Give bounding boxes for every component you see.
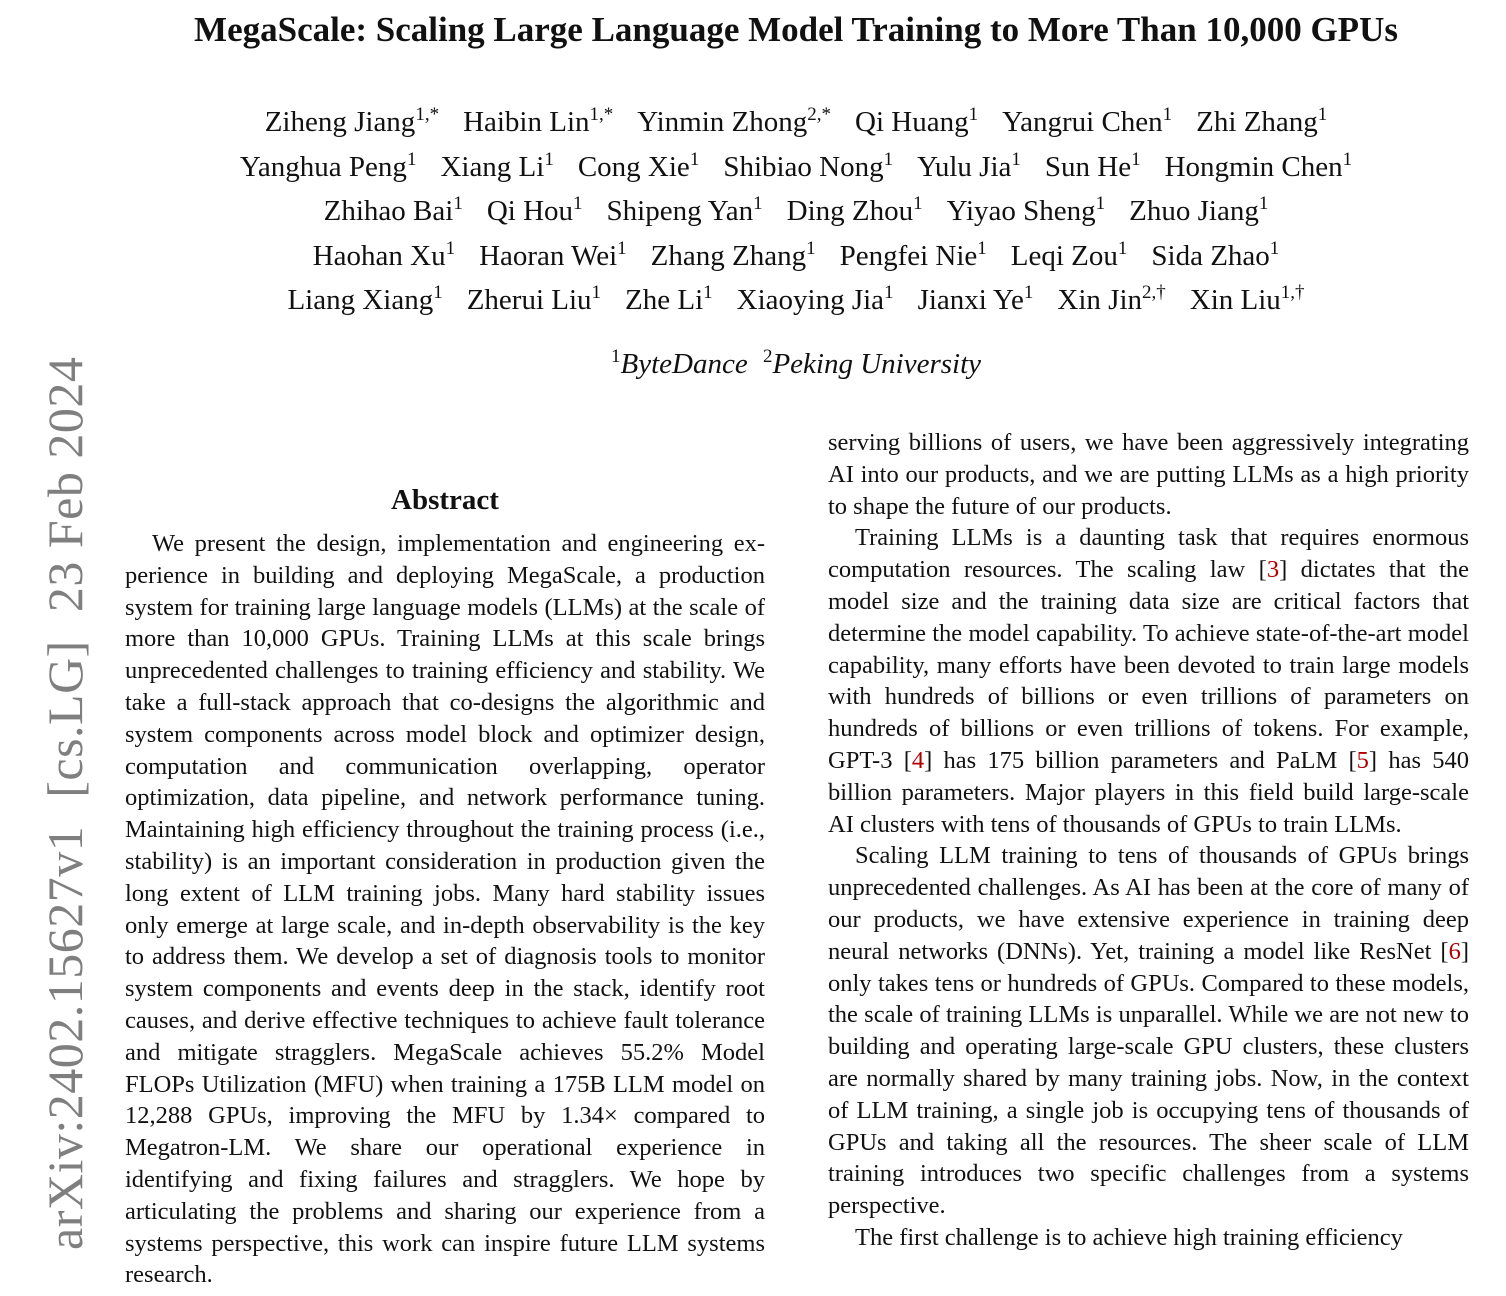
arxiv-date: 23 Feb 2024 — [37, 356, 93, 613]
author-name: Zhuo Jiang$^1$ — [1129, 193, 1269, 227]
author-name: Sun He$^1$ — [1044, 148, 1141, 183]
author-name: Yanghua Peng$^1$ — [239, 148, 417, 183]
author-line — [90, 234, 1502, 279]
paragraph-first-challenge: The first challenge is to achieve high training efficiency — [855, 1223, 1403, 1251]
author-affiliation-mark: 1 — [1095, 193, 1106, 214]
author-affiliation-mark: 1 — [977, 237, 987, 259]
arxiv-category: [cs.LG] — [37, 640, 93, 798]
author-line — [90, 278, 1502, 323]
author-affiliation-mark: 1 — [968, 104, 979, 125]
author-affiliation-mark: 1 — [1117, 237, 1128, 259]
paragraph-continued: serving billions of users, we have been aggressively integrating AI into our products, and we are putting LLMs as a high priority to shape the future of our products. — [828, 429, 1469, 520]
author-name: Ziheng Jiang$^{1,*}$ — [264, 104, 440, 138]
author-affiliation-mark: 1 — [1342, 148, 1353, 170]
affiliations — [90, 342, 1502, 386]
author-line — [90, 189, 1502, 234]
author-name: Yangrui Chen$^1$ — [1002, 104, 1173, 138]
author-name: Shibiao Nong$^1$ — [723, 148, 894, 183]
author-affiliation-mark: 1 — [1131, 148, 1141, 170]
author-affiliation-mark: 1 — [1269, 237, 1280, 259]
author-name: Xin Liu$^{1,\dagger}$ — [1189, 282, 1305, 316]
author-name: Shipeng Yan$^1$ — [606, 193, 763, 227]
author-affiliation-mark: 2,† — [1142, 282, 1166, 303]
author-name: Zhihao Bai$^1$ — [323, 193, 463, 227]
abstract-heading: Abstract — [391, 484, 499, 516]
author-name: Xin Jin$^{2,\dagger}$ — [1057, 282, 1166, 316]
abstract-paragraph: We present the design, implementation and engineering experience in building and deploying MegaScale, a production system for training large language models (LLMs) at the scale of more than 10,000 GPUs. Training LLMs at this scale brings unprecedented challenges to training efficiency and stability. We take a full-stack approach that co-designs the algorithmic and system components across model block and optimizer design, computation and communication overlapping, operator optimization, data pipeline, and network performance tuning. Maintaining high efficiency throughout the training process (i.e., stability) is an important consideration in production given the long extent of LLM training jobs. Many hard stability issues only emerge at large scale, and in-depth observability is the key to address them. We develop a set of diagnosis tools to monitor system components and events deep in the stack, identify root causes, and derive effective techniques to achieve fault tolerance and mitigate stragglers. MegaScale achieves 55.2% Model FLOPs Utilization (MFU) when training a 175B LLM model on 12,288 GPUs, improving the MFU by 1.34× compared to Megatron-LM. We share our operational experience in identifying and fixing failures and stragglers. We hope by articulating the problems and sharing our experience from a systems perspective, this work can inspire future LLM systems research. — [125, 530, 765, 1289]
arxiv-id: arXiv:2402.15627v1 — [37, 825, 93, 1250]
author-name: Zhang Zhang$^1$ — [650, 237, 816, 272]
author-name: Zherui Liu$^1$ — [466, 282, 602, 316]
author-line — [90, 145, 1502, 190]
author-affiliation-mark: 1 — [1162, 104, 1173, 125]
author-line — [90, 100, 1502, 145]
author-name: Hongmin Chen$^1$ — [1164, 148, 1353, 183]
author-affiliation-mark: 1 — [1317, 104, 1328, 125]
affiliation-item: $^1$ByteDance — [610, 346, 748, 380]
author-affiliation-mark: 1 — [406, 148, 417, 170]
author-name: Xiaoying Jia$^1$ — [736, 282, 894, 316]
citation-link[interactable]: 3 — [1266, 556, 1280, 584]
author-name: Haoran Wei$^1$ — [479, 237, 627, 272]
citation-link[interactable]: 6 — [1448, 937, 1461, 965]
citation-link[interactable]: 5 — [1356, 746, 1369, 774]
author-affiliation-mark: 1 — [433, 282, 443, 303]
author-affiliation-mark: 1 — [591, 282, 602, 303]
author-name: Cong Xie$^1$ — [577, 148, 700, 183]
author-name: Haohan Xu$^1$ — [312, 237, 456, 272]
author-name: Haibin Lin$^{1,*}$ — [463, 104, 614, 138]
author-affiliation-mark: 1,* — [415, 104, 440, 125]
author-name: Ding Zhou$^1$ — [786, 193, 923, 227]
author-affiliation-mark: 1 — [1258, 193, 1269, 214]
paragraph-scaling-challenges: Scaling LLM training to tens of thousands of GPUs brings unprecedented challenges. As AI has been at the core of many of our products, we have extensive experience in training deep neural networks (DNNs). Yet, training a model like ResNet [6] only takes tens or hundreds of GPUs. Compared to these models, the scale of training LLMs is unparallel. While we are not new to building and operating large-scale GPU clusters, these clusters are normally shared by many training jobs. Now, in the context of LLM training, a single job is occupying tens of thousands of GPUs and taking all the resources. The sheer scale of LLM training introduces two specific challenges from a systems perspective. — [828, 842, 1469, 1220]
author-name: Yiyao Sheng$^1$ — [946, 193, 1106, 227]
author-affiliation-mark: 1 — [806, 237, 816, 259]
paragraph-scaling-law: Training LLMs is a daunting task that requires enormous computation resources. The scaling law [3] dictates that the model size and the training data size are critical factors that determine the model capability. To achieve state-of-the-art model capability, many efforts have been devoted to train large models with hundreds of billions or even trillions of parameters on hundreds of billions or even trillions of tokens. For example, GPT-3 [4] has 175 billion parameters and PaLM [5] has 540 billion parameters. Major players in this field build large-scale AI clusters with tens of thousands of GPUs to train LLMs. — [828, 524, 1470, 838]
author-name: Pengfei Nie$^1$ — [839, 237, 987, 272]
author-name: Yinmin Zhong$^{2,*}$ — [637, 104, 831, 138]
paper-title: MegaScale: Scaling Large Language Model Training to More Than 10,000 GPUs — [194, 10, 1398, 49]
author-affiliation-mark: 1 — [544, 148, 554, 170]
author-name: Sida Zhao$^1$ — [1151, 237, 1280, 272]
author-affiliation-mark: 2,* — [807, 104, 831, 125]
author-name: Leqi Zou$^1$ — [1010, 237, 1128, 272]
author-affiliation-mark: 1 — [883, 148, 894, 170]
abstract-body — [125, 528, 765, 1291]
author-name: Zhi Zhang$^1$ — [1196, 104, 1328, 138]
author-affiliation-mark: 1 — [1023, 282, 1034, 303]
arxiv-stamp — [36, 329, 94, 1250]
author-affiliation-mark: 1 — [445, 237, 456, 259]
author-name: Qi Hou$^1$ — [486, 193, 583, 227]
author-name: Qi Huang$^1$ — [855, 104, 979, 138]
intro-right-column — [828, 427, 1469, 1254]
author-affiliation-mark: 1 — [884, 282, 894, 303]
author-affiliation-mark: 1 — [573, 193, 583, 214]
author-name: Yulu Jia$^1$ — [917, 148, 1021, 183]
author-affiliation-mark: 1 — [913, 193, 923, 214]
author-affiliation-mark: 1 — [1011, 148, 1021, 170]
author-affiliation-mark: 1 — [753, 193, 763, 214]
author-name: Liang Xiang$^1$ — [287, 282, 443, 316]
affiliation-item: $^2$Peking University — [762, 346, 982, 380]
citation-link[interactable]: 4 — [911, 746, 925, 774]
author-affiliation-mark: 1,* — [589, 104, 614, 125]
author-name: Xiang Li$^1$ — [440, 148, 554, 183]
author-affiliation-mark: 1 — [453, 193, 463, 214]
author-affiliation-mark: 1,† — [1280, 282, 1305, 303]
author-list — [90, 100, 1502, 323]
author-affiliation-mark: 1 — [703, 282, 713, 303]
author-name: Jianxi Ye$^1$ — [917, 282, 1034, 316]
author-name: Zhe Li$^1$ — [625, 282, 713, 316]
author-affiliation-mark: 1 — [617, 237, 627, 259]
author-affiliation-mark: 1 — [689, 148, 700, 170]
